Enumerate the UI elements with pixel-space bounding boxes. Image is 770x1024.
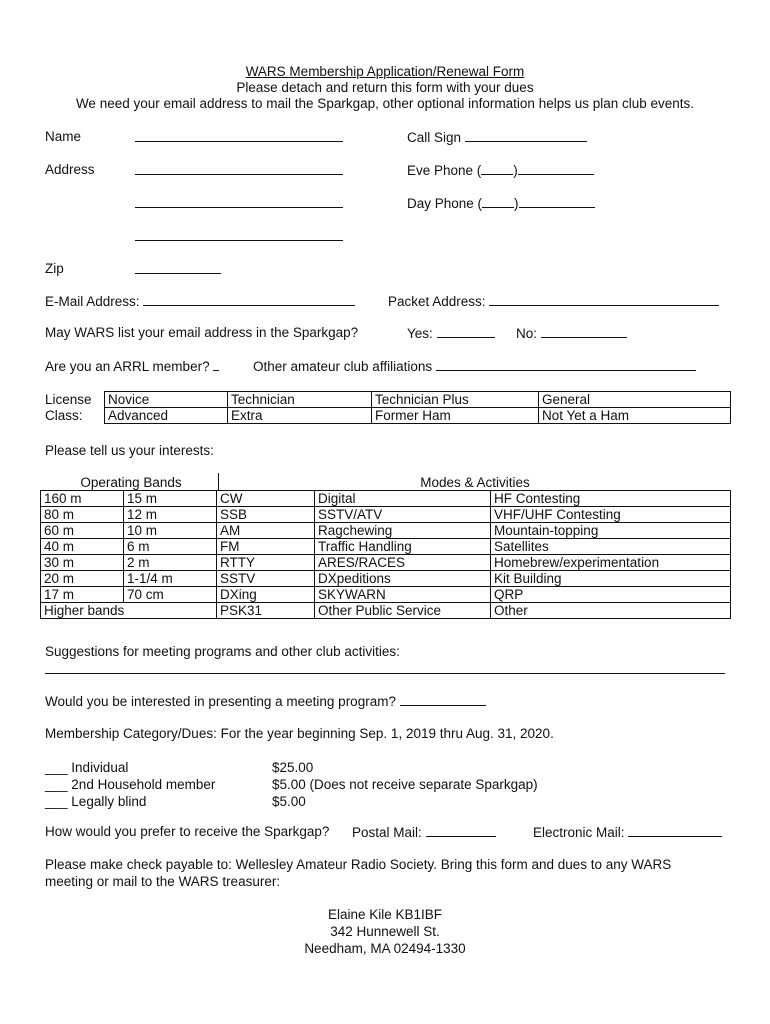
- interest-cell[interactable]: Digital: [315, 491, 491, 507]
- header-divider: [218, 473, 219, 491]
- license-general[interactable]: General: [539, 392, 731, 408]
- interest-cell[interactable]: SSTV: [217, 571, 315, 587]
- interest-cell[interactable]: PSK31: [217, 603, 315, 619]
- interest-cell[interactable]: 17 m: [41, 587, 124, 603]
- table-row: [41, 603, 731, 619]
- dues-label: 2nd Household member: [71, 777, 216, 792]
- packet-label: Packet Address:: [388, 294, 486, 309]
- no-field[interactable]: [541, 325, 627, 338]
- interest-cell[interactable]: CW: [217, 491, 315, 507]
- call-sign-label: Call Sign: [407, 130, 462, 145]
- eve-phone-label: Eve Phone (: [407, 163, 482, 178]
- treasurer-city: Needham, MA 02494-1330: [304, 941, 466, 956]
- interest-cell[interactable]: FM: [217, 539, 315, 555]
- interest-cell[interactable]: 6 m: [124, 539, 217, 555]
- interest-cell[interactable]: 80 m: [41, 507, 124, 523]
- interest-cell[interactable]: DXing: [217, 587, 315, 603]
- day-phone-paren: ): [514, 196, 519, 211]
- interest-cell[interactable]: Satellites: [491, 539, 731, 555]
- table-row: [41, 507, 731, 523]
- interest-cell[interactable]: RTTY: [217, 555, 315, 571]
- payment-line-1: Please make check payable to: Wellesley Amateur Radio Society. Bring this form and dues to any WARS: [45, 857, 672, 872]
- dues-amount: $5.00: [272, 794, 306, 809]
- name-label: Name: [45, 129, 82, 144]
- zip-field[interactable]: [135, 261, 221, 274]
- dues-item-household[interactable]: [45, 776, 215, 793]
- license-extra[interactable]: Extra: [228, 408, 372, 424]
- dues-item-individual[interactable]: [45, 759, 215, 776]
- interest-cell[interactable]: QRP: [491, 587, 731, 603]
- eve-phone-area-field[interactable]: [481, 162, 513, 175]
- license-not-yet-ham[interactable]: Not Yet a Ham: [539, 408, 731, 424]
- dues-blank: ___: [45, 777, 68, 792]
- address-field-3[interactable]: [135, 228, 343, 241]
- interest-cell[interactable]: Kit Building: [491, 571, 731, 587]
- interest-cell[interactable]: SSB: [217, 507, 315, 523]
- treasurer-address: [0, 906, 770, 957]
- interest-cell[interactable]: 30 m: [41, 555, 124, 571]
- electronic-field[interactable]: [628, 824, 722, 837]
- interests-table-body: [41, 491, 731, 619]
- interest-cell[interactable]: 20 m: [41, 571, 124, 587]
- license-label: License: [45, 392, 92, 407]
- zip-label: Zip: [45, 261, 64, 276]
- treasurer-name: Elaine Kile KB1IBF: [327, 907, 443, 922]
- address-field-2[interactable]: [135, 195, 343, 208]
- interest-cell[interactable]: 60 m: [41, 523, 124, 539]
- yes-field[interactable]: [437, 325, 495, 338]
- postal-field[interactable]: [426, 824, 496, 837]
- interest-cell[interactable]: AM: [217, 523, 315, 539]
- day-phone-label: Day Phone (: [407, 196, 483, 211]
- header-line-2: Please detach and return this form with your dues: [236, 80, 534, 95]
- interest-cell[interactable]: VHF/UHF Contesting: [491, 507, 731, 523]
- receive-question: How would you prefer to receive the Sparkgap?: [45, 824, 330, 839]
- license-technician[interactable]: Technician: [228, 392, 372, 408]
- call-sign-field[interactable]: [465, 129, 587, 142]
- arrl-field[interactable]: [213, 358, 219, 371]
- interest-cell[interactable]: ARES/RACES: [315, 555, 491, 571]
- email-label: E-Mail Address:: [45, 294, 140, 309]
- header-line-3: We need your email address to mail the Sparkgap, other optional information helps us plan club events.: [75, 96, 695, 111]
- interest-cell[interactable]: 15 m: [124, 491, 217, 507]
- eve-phone-number-field[interactable]: [518, 162, 594, 175]
- table-row: [41, 539, 731, 555]
- treasurer-street: 342 Hunnewell St.: [330, 924, 440, 939]
- interest-cell[interactable]: 1-1/4 m: [124, 571, 217, 587]
- license-former-ham[interactable]: Former Ham: [372, 408, 539, 424]
- form-title: WARS Membership Application/Renewal Form: [245, 64, 525, 79]
- interest-cell[interactable]: 12 m: [124, 507, 217, 523]
- dues-label: Individual: [71, 760, 129, 775]
- email-field[interactable]: [143, 293, 355, 306]
- interest-cell[interactable]: 70 cm: [124, 587, 217, 603]
- interest-cell[interactable]: HF Contesting: [491, 491, 731, 507]
- other-clubs-label: Other amateur club affiliations: [253, 359, 433, 374]
- class-label: Class:: [45, 408, 83, 423]
- name-field[interactable]: [135, 129, 343, 142]
- interest-cell[interactable]: 40 m: [41, 539, 124, 555]
- interest-cell[interactable]: SKYWARN: [315, 587, 491, 603]
- interest-cell[interactable]: SSTV/ATV: [315, 507, 491, 523]
- operating-bands-header: Operating Bands: [80, 475, 182, 490]
- interest-cell[interactable]: Higher bands: [41, 603, 217, 619]
- table-row: [41, 523, 731, 539]
- dues-item-blind[interactable]: [45, 793, 215, 810]
- license-novice[interactable]: Novice: [105, 392, 228, 408]
- list-email-question: May WARS list your email address in the Sparkgap?: [45, 325, 359, 340]
- dues-intro: Membership Category/Dues: For the year beginning Sep. 1, 2019 thru Aug. 31, 2020.: [45, 726, 554, 741]
- day-phone-area-field[interactable]: [482, 195, 514, 208]
- license-technician-plus[interactable]: Technician Plus: [372, 392, 539, 408]
- payment-line-2: meeting or mail to the WARS treasurer:: [45, 874, 281, 889]
- packet-field[interactable]: [489, 293, 719, 306]
- eve-phone-paren: ): [513, 163, 518, 178]
- address-field-1[interactable]: [135, 162, 343, 175]
- interest-cell[interactable]: 2 m: [124, 555, 217, 571]
- table-row: [41, 571, 731, 587]
- other-clubs-field[interactable]: [436, 358, 696, 371]
- dues-amount: $25.00: [272, 760, 314, 775]
- day-phone-number-field[interactable]: [519, 195, 595, 208]
- table-row: [41, 587, 731, 603]
- dues-label: Legally blind: [71, 794, 147, 809]
- postal-label: Postal Mail:: [352, 825, 422, 840]
- interest-cell[interactable]: 10 m: [124, 523, 217, 539]
- interest-cell[interactable]: Other: [491, 603, 731, 619]
- arrl-question: Are you an ARRL member?: [45, 359, 210, 374]
- modes-activities-header: Modes & Activities: [420, 475, 530, 490]
- yes-label: Yes:: [407, 326, 433, 341]
- dues-blank: ___: [45, 794, 68, 809]
- dues-amounts: [272, 759, 538, 810]
- no-label: No:: [516, 326, 538, 341]
- suggestions-label: Suggestions for meeting programs and other club activities:: [45, 644, 400, 659]
- dues-list: [45, 759, 215, 810]
- interests-prompt: Please tell us your interests:: [45, 443, 214, 458]
- interests-table: [40, 490, 731, 619]
- license-advanced[interactable]: Advanced: [105, 408, 228, 424]
- interest-cell[interactable]: DXpeditions: [315, 571, 491, 587]
- interest-cell[interactable]: 160 m: [41, 491, 124, 507]
- dues-blank: ___: [45, 760, 68, 775]
- interest-cell[interactable]: Homebrew/experimentation: [491, 555, 731, 571]
- dues-amount: $5.00 (Does not receive separate Sparkgap): [272, 777, 538, 792]
- interest-cell[interactable]: Other Public Service: [315, 603, 491, 619]
- license-table: [104, 391, 731, 424]
- interest-cell[interactable]: Traffic Handling: [315, 539, 491, 555]
- present-field[interactable]: [400, 693, 486, 706]
- suggestions-field[interactable]: [45, 673, 725, 674]
- interest-cell[interactable]: Ragchewing: [315, 523, 491, 539]
- electronic-label: Electronic Mail:: [533, 825, 625, 840]
- table-row: [41, 491, 731, 507]
- address-label: Address: [45, 162, 95, 177]
- table-row: [41, 555, 731, 571]
- present-question: Would you be interested in presenting a meeting program?: [45, 694, 396, 709]
- interest-cell[interactable]: Mountain-topping: [491, 523, 731, 539]
